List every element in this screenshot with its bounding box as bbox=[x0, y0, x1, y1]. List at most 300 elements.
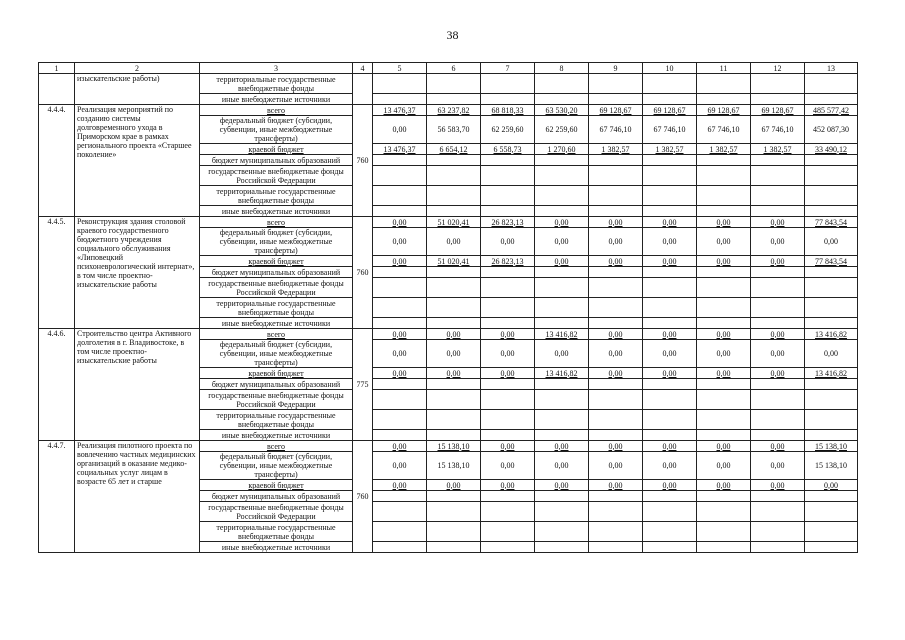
value-cell: 56 583,70 bbox=[427, 116, 481, 144]
value-cell bbox=[643, 298, 697, 318]
value-cell: 0,00 bbox=[643, 480, 697, 491]
value-cell bbox=[373, 267, 427, 278]
value-cell bbox=[751, 278, 805, 298]
funding-source: всего bbox=[200, 217, 353, 228]
value-cell: 0,00 bbox=[751, 480, 805, 491]
value-cell: 0,00 bbox=[643, 441, 697, 452]
value-cell bbox=[535, 278, 589, 298]
col-header: 1 bbox=[39, 63, 75, 74]
value-cell bbox=[805, 94, 858, 105]
value-cell bbox=[427, 278, 481, 298]
value-cell bbox=[373, 491, 427, 502]
funding-source: бюджет муниципальных образований bbox=[200, 491, 353, 502]
value-cell: 0,00 bbox=[805, 228, 858, 256]
value-cell: 0,00 bbox=[427, 340, 481, 368]
value-cell bbox=[805, 318, 858, 329]
value-cell bbox=[481, 379, 535, 390]
value-cell bbox=[643, 379, 697, 390]
value-cell bbox=[589, 155, 643, 166]
value-cell: 0,00 bbox=[589, 480, 643, 491]
value-cell: 63 530,20 bbox=[535, 105, 589, 116]
value-cell: 0,00 bbox=[589, 452, 643, 480]
code-cell bbox=[39, 74, 75, 105]
value-cell: 0,00 bbox=[751, 368, 805, 379]
value-cell: 0,00 bbox=[697, 480, 751, 491]
value-cell: 15 138,10 bbox=[427, 441, 481, 452]
value-cell bbox=[643, 267, 697, 278]
value-cell bbox=[427, 318, 481, 329]
value-cell bbox=[481, 430, 535, 441]
value-cell: 1 270,60 bbox=[535, 144, 589, 155]
col-header: 11 bbox=[697, 63, 751, 74]
value-cell bbox=[535, 542, 589, 553]
budget-table bbox=[38, 62, 858, 553]
value-cell bbox=[589, 390, 643, 410]
value-cell bbox=[751, 379, 805, 390]
value-cell bbox=[481, 206, 535, 217]
value-cell bbox=[643, 206, 697, 217]
value-cell bbox=[481, 542, 535, 553]
value-cell bbox=[643, 390, 697, 410]
value-cell bbox=[535, 491, 589, 502]
activity-name: Реконструкция здания столовой краевого государственного бюджетного учреждения социального обслуживания «Липовецкий психоневрологический интернат», в том числе проектно-изыскательские работы bbox=[75, 217, 200, 329]
activity-code: 4.4.5. bbox=[39, 217, 75, 329]
value-cell bbox=[373, 74, 427, 94]
value-cell: 69 128,67 bbox=[697, 105, 751, 116]
value-cell bbox=[427, 542, 481, 553]
value-cell: 69 128,67 bbox=[643, 105, 697, 116]
value-cell: 67 746,10 bbox=[589, 116, 643, 144]
value-cell: 0,00 bbox=[535, 256, 589, 267]
value-cell: 77 843,54 bbox=[805, 256, 858, 267]
value-cell: 15 138,10 bbox=[427, 452, 481, 480]
value-cell: 33 490,12 bbox=[805, 144, 858, 155]
value-cell: 0,00 bbox=[751, 217, 805, 228]
funding-source: краевой бюджет bbox=[200, 144, 353, 155]
value-cell bbox=[805, 155, 858, 166]
value-cell bbox=[589, 267, 643, 278]
value-cell bbox=[373, 522, 427, 542]
value-cell bbox=[427, 522, 481, 542]
value-cell: 0,00 bbox=[697, 340, 751, 368]
value-cell: 0,00 bbox=[643, 217, 697, 228]
value-cell: 0,00 bbox=[643, 329, 697, 340]
value-cell bbox=[427, 206, 481, 217]
value-cell bbox=[481, 522, 535, 542]
activity-name: Реализация мероприятий по созданию системы долговременного ухода в Приморском крае в рамках регионального проекта «Старшее поколение» bbox=[75, 105, 200, 217]
value-cell: 0,00 bbox=[481, 228, 535, 256]
value-cell: 0,00 bbox=[805, 340, 858, 368]
value-cell bbox=[589, 166, 643, 186]
value-cell: 0,00 bbox=[535, 228, 589, 256]
value-cell: 0,00 bbox=[643, 228, 697, 256]
value-cell: 0,00 bbox=[697, 329, 751, 340]
value-cell bbox=[535, 379, 589, 390]
grbs-code: 760 bbox=[353, 217, 373, 329]
value-cell: 0,00 bbox=[643, 256, 697, 267]
value-cell bbox=[643, 74, 697, 94]
value-cell: 77 843,54 bbox=[805, 217, 858, 228]
value-cell bbox=[697, 318, 751, 329]
value-cell: 0,00 bbox=[589, 368, 643, 379]
funding-source: краевой бюджет bbox=[200, 368, 353, 379]
value-cell bbox=[373, 186, 427, 206]
value-cell: 0,00 bbox=[697, 228, 751, 256]
value-cell bbox=[427, 267, 481, 278]
value-cell bbox=[427, 502, 481, 522]
value-cell bbox=[373, 278, 427, 298]
value-cell: 1 382,57 bbox=[643, 144, 697, 155]
value-cell: 0,00 bbox=[535, 452, 589, 480]
value-cell bbox=[805, 522, 858, 542]
value-cell bbox=[697, 267, 751, 278]
value-cell: 0,00 bbox=[751, 452, 805, 480]
value-cell bbox=[589, 491, 643, 502]
value-cell bbox=[589, 379, 643, 390]
funding-source: федеральный бюджет (субсидии, субвенции, иные межбюджетные трансферты) bbox=[200, 116, 353, 144]
value-cell: 0,00 bbox=[697, 441, 751, 452]
value-cell: 0,00 bbox=[589, 340, 643, 368]
value-cell bbox=[589, 298, 643, 318]
value-cell bbox=[751, 542, 805, 553]
funding-source: всего bbox=[200, 105, 353, 116]
grbs-code: 775 bbox=[353, 329, 373, 441]
value-cell bbox=[481, 491, 535, 502]
col-header: 2 bbox=[75, 63, 200, 74]
value-cell bbox=[535, 166, 589, 186]
value-cell bbox=[373, 390, 427, 410]
value-cell bbox=[697, 522, 751, 542]
value-cell bbox=[535, 186, 589, 206]
table-row bbox=[39, 329, 858, 340]
value-cell: 0,00 bbox=[643, 340, 697, 368]
table-row bbox=[39, 217, 858, 228]
value-cell bbox=[643, 502, 697, 522]
value-cell bbox=[535, 390, 589, 410]
value-cell bbox=[427, 410, 481, 430]
value-cell bbox=[481, 410, 535, 430]
value-cell bbox=[427, 430, 481, 441]
value-cell bbox=[481, 502, 535, 522]
value-cell: 0,00 bbox=[373, 329, 427, 340]
value-cell: 0,00 bbox=[481, 329, 535, 340]
value-cell bbox=[643, 166, 697, 186]
value-cell bbox=[535, 267, 589, 278]
value-cell: 0,00 bbox=[697, 368, 751, 379]
funding-source: иные внебюджетные источники bbox=[200, 430, 353, 441]
value-cell bbox=[751, 390, 805, 410]
activity-code: 4.4.6. bbox=[39, 329, 75, 441]
value-cell bbox=[589, 74, 643, 94]
value-cell bbox=[751, 206, 805, 217]
value-cell: 0,00 bbox=[751, 441, 805, 452]
value-cell bbox=[589, 94, 643, 105]
value-cell bbox=[535, 298, 589, 318]
value-cell bbox=[805, 267, 858, 278]
col-header: 12 bbox=[751, 63, 805, 74]
value-cell: 62 259,60 bbox=[535, 116, 589, 144]
value-cell: 0,00 bbox=[373, 368, 427, 379]
value-cell bbox=[535, 74, 589, 94]
value-cell bbox=[697, 379, 751, 390]
value-cell bbox=[697, 491, 751, 502]
value-cell: 26 823,13 bbox=[481, 217, 535, 228]
value-cell bbox=[481, 390, 535, 410]
funding-source: бюджет муниципальных образований bbox=[200, 379, 353, 390]
table-row bbox=[39, 441, 858, 452]
value-cell bbox=[643, 542, 697, 553]
value-cell: 0,00 bbox=[427, 368, 481, 379]
value-cell: 63 237,82 bbox=[427, 105, 481, 116]
value-cell: 0,00 bbox=[481, 441, 535, 452]
col-header: 10 bbox=[643, 63, 697, 74]
value-cell: 13 416,82 bbox=[535, 368, 589, 379]
value-cell bbox=[481, 155, 535, 166]
value-cell: 0,00 bbox=[373, 441, 427, 452]
value-cell bbox=[751, 318, 805, 329]
value-cell bbox=[589, 502, 643, 522]
funding-source: территориальные государственные внебюджетные фонды bbox=[200, 298, 353, 318]
value-cell: 0,00 bbox=[481, 480, 535, 491]
value-cell bbox=[751, 502, 805, 522]
value-cell bbox=[643, 522, 697, 542]
value-cell: 0,00 bbox=[751, 340, 805, 368]
value-cell bbox=[535, 522, 589, 542]
value-cell bbox=[751, 94, 805, 105]
value-cell bbox=[751, 298, 805, 318]
value-cell bbox=[751, 74, 805, 94]
value-cell bbox=[589, 186, 643, 206]
value-cell: 452 087,30 bbox=[805, 116, 858, 144]
value-cell bbox=[535, 318, 589, 329]
value-cell: 0,00 bbox=[805, 480, 858, 491]
value-cell: 0,00 bbox=[373, 116, 427, 144]
value-cell bbox=[481, 318, 535, 329]
value-cell bbox=[751, 155, 805, 166]
value-cell: 0,00 bbox=[589, 256, 643, 267]
funding-source: иные внебюджетные источники bbox=[200, 542, 353, 553]
value-cell bbox=[805, 186, 858, 206]
value-cell: 0,00 bbox=[535, 217, 589, 228]
value-cell: 0,00 bbox=[373, 228, 427, 256]
funding-source: иные внебюджетные источники bbox=[200, 94, 353, 105]
value-cell bbox=[697, 410, 751, 430]
value-cell bbox=[535, 94, 589, 105]
value-cell bbox=[373, 542, 427, 553]
value-cell: 1 382,57 bbox=[697, 144, 751, 155]
value-cell bbox=[643, 278, 697, 298]
value-cell: 69 128,67 bbox=[589, 105, 643, 116]
value-cell bbox=[373, 379, 427, 390]
value-cell: 1 382,57 bbox=[751, 144, 805, 155]
value-cell bbox=[589, 522, 643, 542]
col-header: 13 bbox=[805, 63, 858, 74]
col-header: 3 bbox=[200, 63, 353, 74]
header-row bbox=[39, 63, 858, 74]
value-cell bbox=[427, 390, 481, 410]
value-cell bbox=[697, 166, 751, 186]
value-cell: 51 020,41 bbox=[427, 256, 481, 267]
value-cell bbox=[535, 502, 589, 522]
value-cell bbox=[481, 267, 535, 278]
value-cell bbox=[697, 502, 751, 522]
value-cell: 6 558,73 bbox=[481, 144, 535, 155]
value-cell bbox=[697, 186, 751, 206]
col-header: 5 bbox=[373, 63, 427, 74]
value-cell bbox=[481, 278, 535, 298]
value-cell bbox=[373, 410, 427, 430]
value-cell: 15 138,10 bbox=[805, 452, 858, 480]
value-cell bbox=[373, 94, 427, 105]
value-cell bbox=[427, 94, 481, 105]
value-cell bbox=[697, 94, 751, 105]
value-cell bbox=[373, 502, 427, 522]
value-cell bbox=[589, 318, 643, 329]
value-cell bbox=[589, 430, 643, 441]
value-cell bbox=[697, 430, 751, 441]
value-cell bbox=[589, 542, 643, 553]
value-cell bbox=[751, 522, 805, 542]
value-cell bbox=[373, 318, 427, 329]
grbs-code: 760 bbox=[353, 105, 373, 217]
value-cell bbox=[751, 166, 805, 186]
value-cell bbox=[805, 74, 858, 94]
value-cell: 67 746,10 bbox=[751, 116, 805, 144]
value-cell bbox=[805, 430, 858, 441]
value-cell bbox=[373, 166, 427, 186]
value-cell: 0,00 bbox=[373, 340, 427, 368]
funding-source: иные внебюджетные источники bbox=[200, 206, 353, 217]
value-cell bbox=[589, 206, 643, 217]
col-header: 8 bbox=[535, 63, 589, 74]
funding-source: краевой бюджет bbox=[200, 256, 353, 267]
funding-source: краевой бюджет bbox=[200, 480, 353, 491]
value-cell bbox=[805, 410, 858, 430]
funding-source: федеральный бюджет (субсидии, субвенции, иные межбюджетные трансферты) bbox=[200, 228, 353, 256]
value-cell: 15 138,10 bbox=[805, 441, 858, 452]
value-cell: 13 416,82 bbox=[535, 329, 589, 340]
value-cell: 0,00 bbox=[373, 217, 427, 228]
value-cell bbox=[805, 502, 858, 522]
value-cell: 13 476,37 bbox=[373, 105, 427, 116]
value-cell bbox=[751, 186, 805, 206]
value-cell: 0,00 bbox=[697, 256, 751, 267]
value-cell: 26 823,13 bbox=[481, 256, 535, 267]
value-cell: 13 416,82 bbox=[805, 329, 858, 340]
value-cell: 67 746,10 bbox=[697, 116, 751, 144]
value-cell bbox=[373, 155, 427, 166]
col-header: 6 bbox=[427, 63, 481, 74]
page-number: 38 bbox=[446, 28, 459, 42]
funding-source: государственные внебюджетные фонды Российской Федерации bbox=[200, 390, 353, 410]
activity-name: Строительство центра Активного долголетия в г. Владивостоке, в том числе проектно-изыскательские работы bbox=[75, 329, 200, 441]
value-cell bbox=[535, 206, 589, 217]
value-cell: 0,00 bbox=[481, 340, 535, 368]
value-cell bbox=[697, 542, 751, 553]
funding-source: бюджет муниципальных образований bbox=[200, 267, 353, 278]
funding-source: бюджет муниципальных образований bbox=[200, 155, 353, 166]
value-cell bbox=[751, 267, 805, 278]
value-cell: 0,00 bbox=[697, 217, 751, 228]
value-cell bbox=[697, 298, 751, 318]
funding-source: всего bbox=[200, 329, 353, 340]
value-cell bbox=[373, 430, 427, 441]
value-cell bbox=[643, 430, 697, 441]
funding-source: территориальные государственные внебюджетные фонды bbox=[200, 74, 353, 94]
value-cell: 62 259,60 bbox=[481, 116, 535, 144]
value-cell bbox=[697, 155, 751, 166]
col-header: 4 bbox=[353, 63, 373, 74]
value-cell bbox=[427, 155, 481, 166]
value-cell: 0,00 bbox=[373, 480, 427, 491]
value-cell: 0,00 bbox=[589, 441, 643, 452]
value-cell bbox=[805, 379, 858, 390]
value-cell: 0,00 bbox=[535, 480, 589, 491]
value-cell: 0,00 bbox=[373, 256, 427, 267]
value-cell bbox=[697, 74, 751, 94]
value-cell bbox=[697, 390, 751, 410]
value-cell bbox=[427, 74, 481, 94]
funding-source: государственные внебюджетные фонды Российской Федерации bbox=[200, 502, 353, 522]
value-cell: 0,00 bbox=[643, 452, 697, 480]
value-cell bbox=[643, 318, 697, 329]
value-cell bbox=[805, 298, 858, 318]
value-cell: 13 416,82 bbox=[805, 368, 858, 379]
col-header: 9 bbox=[589, 63, 643, 74]
value-cell: 485 577,42 bbox=[805, 105, 858, 116]
value-cell: 0,00 bbox=[589, 329, 643, 340]
col-header: 7 bbox=[481, 63, 535, 74]
value-cell: 13 476,37 bbox=[373, 144, 427, 155]
value-cell: 0,00 bbox=[643, 368, 697, 379]
value-cell bbox=[697, 206, 751, 217]
value-cell bbox=[373, 206, 427, 217]
value-cell bbox=[643, 155, 697, 166]
value-cell bbox=[481, 166, 535, 186]
funding-source: федеральный бюджет (субсидии, субвенции, иные межбюджетные трансферты) bbox=[200, 340, 353, 368]
activity-name: Реализация пилотного проекта по вовлечению частных медицинских организаций в оказание медико-социальных услуг лицам в возрасте 65 лет и старше bbox=[75, 441, 200, 553]
value-cell bbox=[751, 430, 805, 441]
value-cell: 68 818,33 bbox=[481, 105, 535, 116]
value-cell bbox=[805, 206, 858, 217]
value-cell: 0,00 bbox=[427, 228, 481, 256]
value-cell bbox=[427, 298, 481, 318]
value-cell: 0,00 bbox=[535, 340, 589, 368]
value-cell bbox=[589, 278, 643, 298]
value-cell bbox=[535, 430, 589, 441]
funding-source: всего bbox=[200, 441, 353, 452]
value-cell: 0,00 bbox=[481, 452, 535, 480]
value-cell bbox=[805, 491, 858, 502]
value-cell bbox=[751, 410, 805, 430]
value-cell bbox=[805, 390, 858, 410]
value-cell: 0,00 bbox=[481, 368, 535, 379]
funding-source: иные внебюджетные источники bbox=[200, 318, 353, 329]
value-cell: 0,00 bbox=[427, 329, 481, 340]
value-cell bbox=[643, 94, 697, 105]
funding-source: государственные внебюджетные фонды Российской Федерации bbox=[200, 278, 353, 298]
value-cell bbox=[643, 491, 697, 502]
value-cell: 51 020,41 bbox=[427, 217, 481, 228]
value-cell bbox=[643, 410, 697, 430]
value-cell bbox=[481, 186, 535, 206]
table-row bbox=[39, 105, 858, 116]
value-cell bbox=[589, 410, 643, 430]
value-cell: 69 128,67 bbox=[751, 105, 805, 116]
value-cell bbox=[805, 278, 858, 298]
value-cell bbox=[427, 166, 481, 186]
value-cell bbox=[427, 379, 481, 390]
